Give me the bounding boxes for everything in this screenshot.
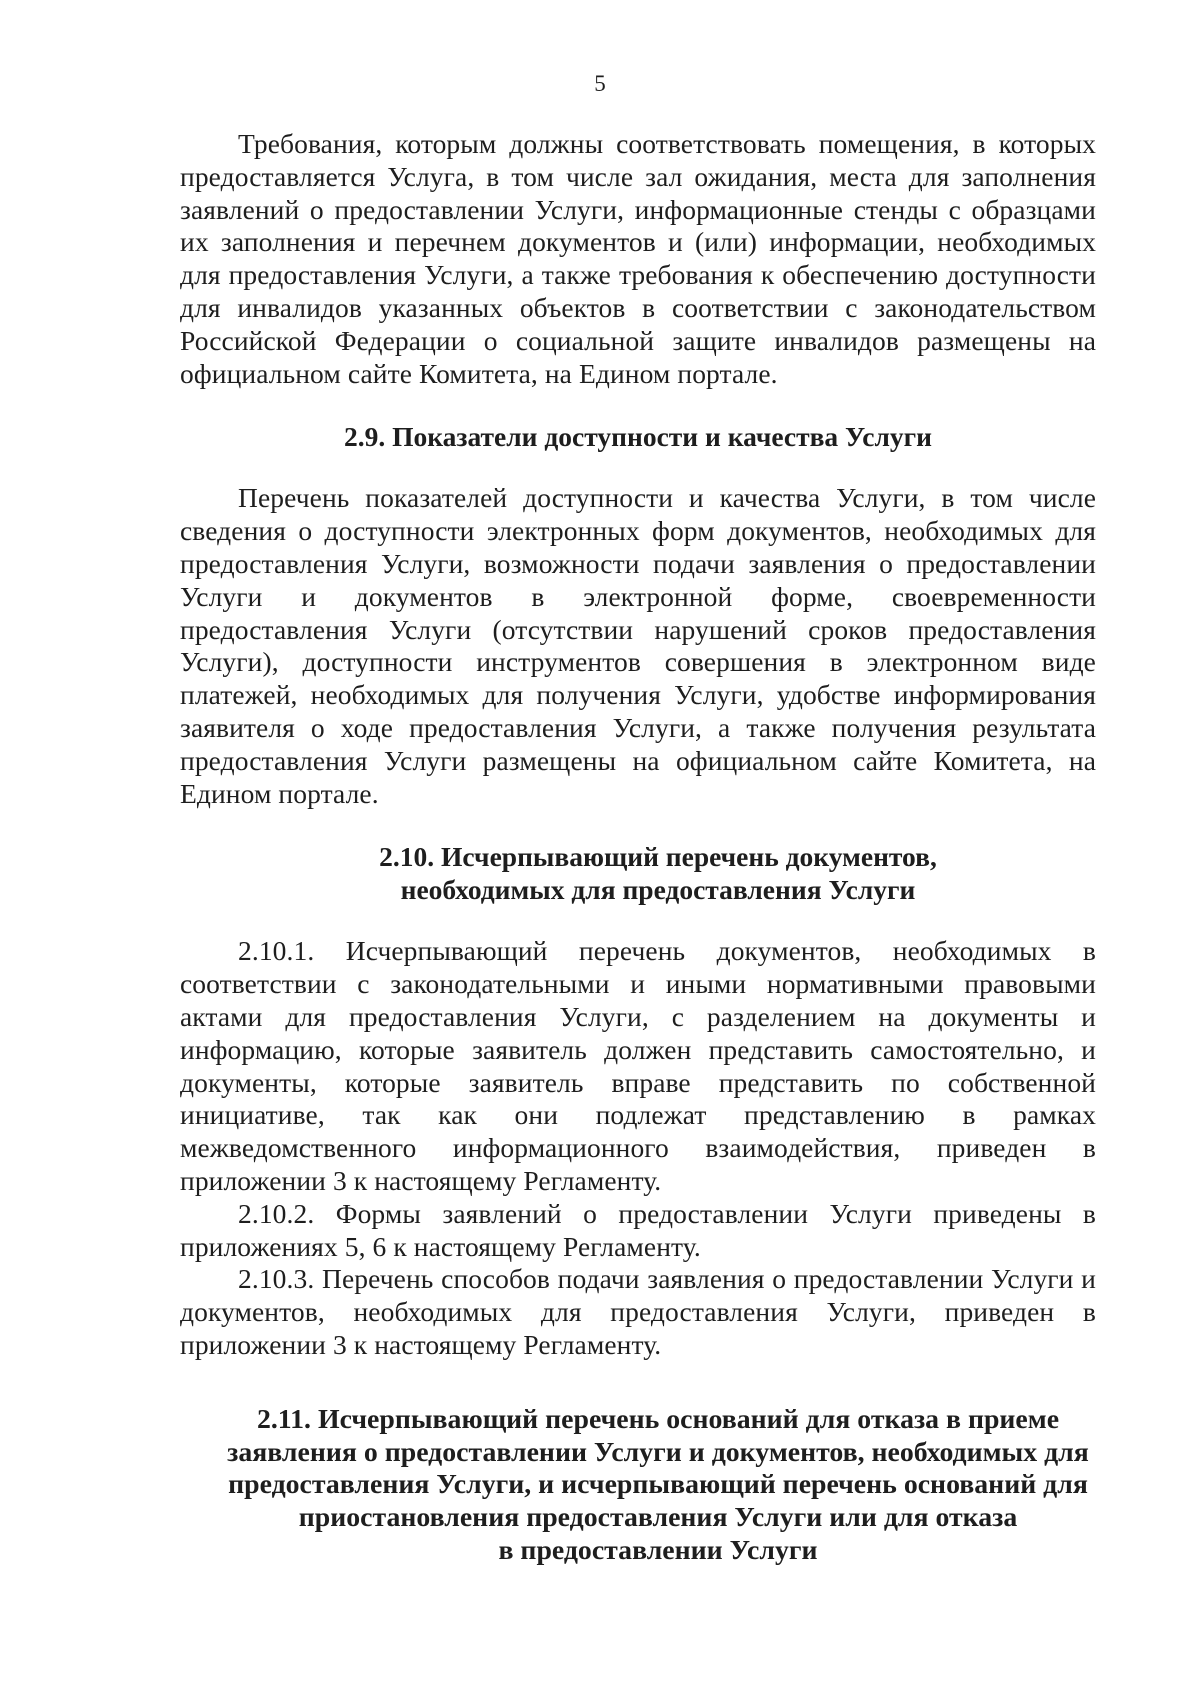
section-2-10-title [180,840,1096,906]
section-2-9-paragraph: Перечень показателей доступности и качества Услуги, в том числе сведения о доступности электронных форм документов, необходимых для предоставления Услуги, возможности подачи заявления о предоставлении Услуги и документов в электронной форме, своевременности предоставления Услуги (отсутствии нарушений сроков предоставления Услуги), доступности инструментов совершения в электронном виде платежей, необходимых для получения Услуги, удобстве информирования заявителя о ходе предоставления Услуги, а также получения результата предоставления Услуги размещены на официальном сайте Комитета, на Едином портале. [180,482,1096,809]
section-2-11-title-line-1: 2.11. Исчерпывающий перечень оснований для отказа в приеме [256,1403,1060,1435]
document-body [180,128,1096,1568]
section-2-11-title [180,1404,1096,1568]
page-number: 5 [594,71,606,96]
section-2-11-title-line-4: приостановления предоставления Услуги или для отказа [298,1502,1018,1534]
section-2-10-1-paragraph: 2.10.1. Исчерпывающий перечень документов, необходимых в соответствии с законодательными и иными нормативными правовыми актами для предоставления Услуги, с разделением на документы и информацию, которые заявитель должен представить самостоятельно, и документы, которые заявитель вправе представить по собственной инициативе, так как они подлежат представлению в рамках межведомственного информационного взаимодействия, приведен в приложении 3 к настоящему Регламенту. [180,935,1096,1196]
premises-requirements-paragraph: Требования, которым должны соответствовать помещения, в которых предоставляется Услуга, в том числе зал ожидания, места для заполнения заявлений о предоставлении Услуги, информационные стенды с образцами их заполнения и перечнем документов и (или) информации, необходимых для предоставления Услуги, а также требования к обеспечению доступности для инвалидов указанных объектов в соответствии с законодательством Российской Федерации о социальной защите инвалидов размещены на официальном сайте Комитета, на Едином портале. [180,128,1096,389]
section-2-10-title-line-1: 2.10. Исчерпывающий перечень документов, [379,841,937,873]
section-2-10-2-paragraph: 2.10.2. Формы заявлений о предоставлении Услуги приведены в приложениях 5, 6 к настоящему Регламенту. [180,1197,1096,1262]
section-2-10-title-line-2: необходимых для предоставления Услуги [400,874,916,906]
section-2-9-title: 2.9. Показатели доступности и качества Услуги [343,421,932,453]
section-2-11-title-line-3: предоставления Услуги, и исчерпывающий перечень оснований для [228,1469,1088,1501]
section-2-11-title-line-5: в предоставлении Услуги [498,1534,818,1566]
section-2-11-title-line-2: заявления о предоставлении Услуги и документов, необходимых для [227,1436,1089,1468]
section-2-10-3-paragraph: 2.10.3. Перечень способов подачи заявления о предоставлении Услуги и документов, необходимых для предоставления Услуги, приведен в приложении 3 к настоящему Регламенту. [180,1263,1096,1360]
